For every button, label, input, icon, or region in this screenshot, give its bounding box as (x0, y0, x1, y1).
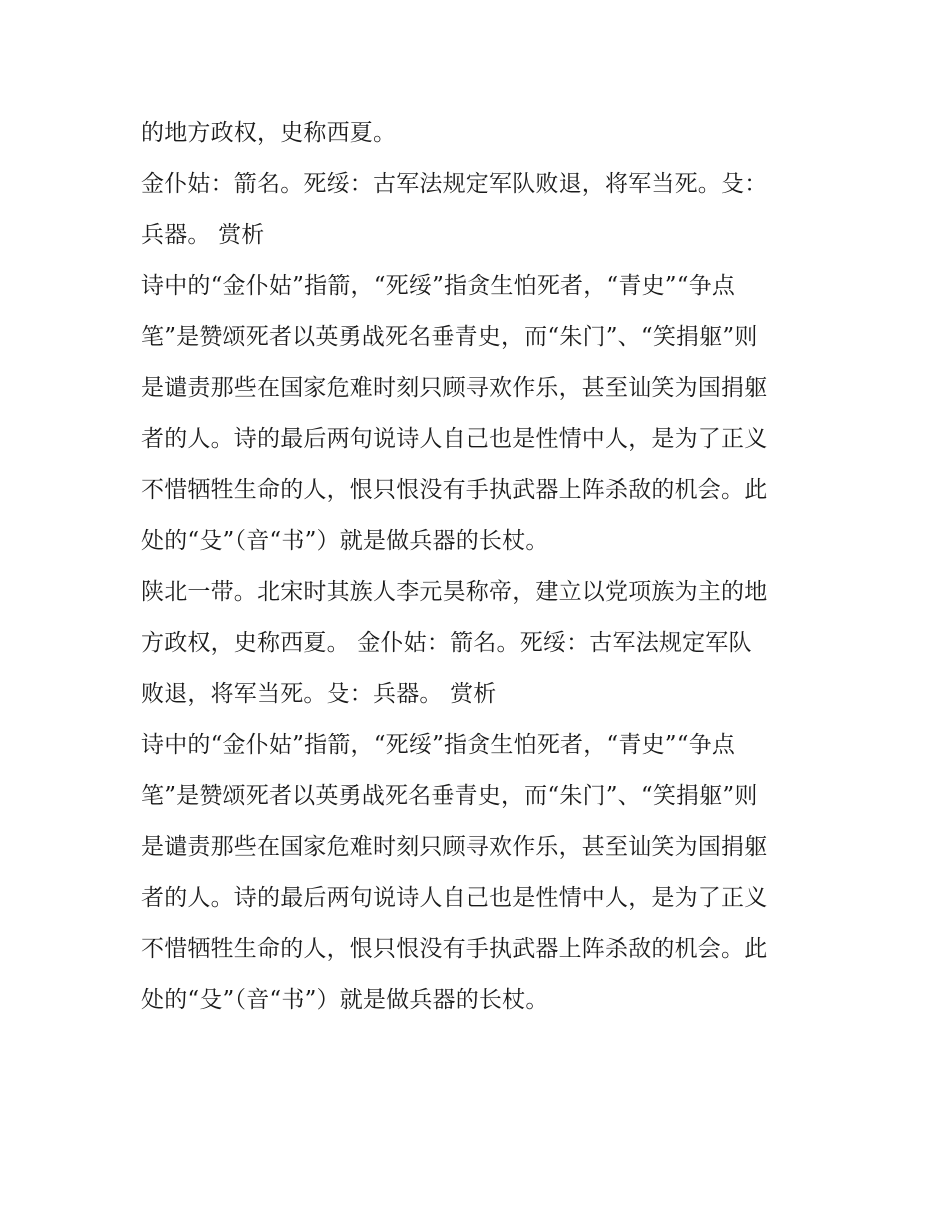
text-line: 的地方政权，史称西夏。 (141, 120, 397, 146)
text-line: 笔”是赞颂死者以英勇战死名垂青史，而“朱门”、“笑捐躯”则 (141, 783, 758, 809)
text-line: 处的“殳”（音“书”）就是做兵器的长杖。 (141, 987, 549, 1013)
text-line: 不惜牺牲生命的人，恨只恨没有手执武器上阵杀敌的机会。此 (141, 936, 768, 962)
text-line: 是谴责那些在国家危难时刻只顾寻欢作乐，甚至讪笑为国捐躯 (141, 375, 768, 401)
text-line: 兵器。 赏析 (141, 222, 265, 248)
text-line: 诗中的“金仆姑”指箭，“死绥”指贪生怕死者，“青史”“争点 (141, 732, 736, 758)
text-line: 败退，将军当死。殳：兵器。 赏析 (141, 681, 497, 707)
text-line: 笔”是赞颂死者以英勇战死名垂青史，而“朱门”、“笑捐躯”则 (141, 324, 758, 350)
text-line: 处的“殳”（音“书”）就是做兵器的长杖。 (141, 528, 549, 554)
text-line: 者的人。诗的最后两句说诗人自己也是性情中人，是为了正义 (141, 885, 768, 911)
text-line: 是谴责那些在国家危难时刻只顾寻欢作乐，甚至讪笑为国捐躯 (141, 834, 768, 860)
text-line: 陕北一带。北宋时其族人李元昊称帝，建立以党项族为主的地 (141, 579, 768, 605)
document-body (141, 108, 821, 1026)
text-line: 方政权，史称西夏。 金仆姑：箭名。死绥：古军法规定军队 (141, 630, 752, 656)
text-line: 者的人。诗的最后两句说诗人自己也是性情中人，是为了正义 (141, 426, 768, 452)
text-line: 诗中的“金仆姑”指箭，“死绥”指贪生怕死者，“青史”“争点 (141, 273, 736, 299)
text-line: 不惜牺牲生命的人，恨只恨没有手执武器上阵杀敌的机会。此 (141, 477, 768, 503)
text-line: 金仆姑：箭名。死绥：古军法规定军队败退，将军当死。殳： (141, 171, 768, 197)
